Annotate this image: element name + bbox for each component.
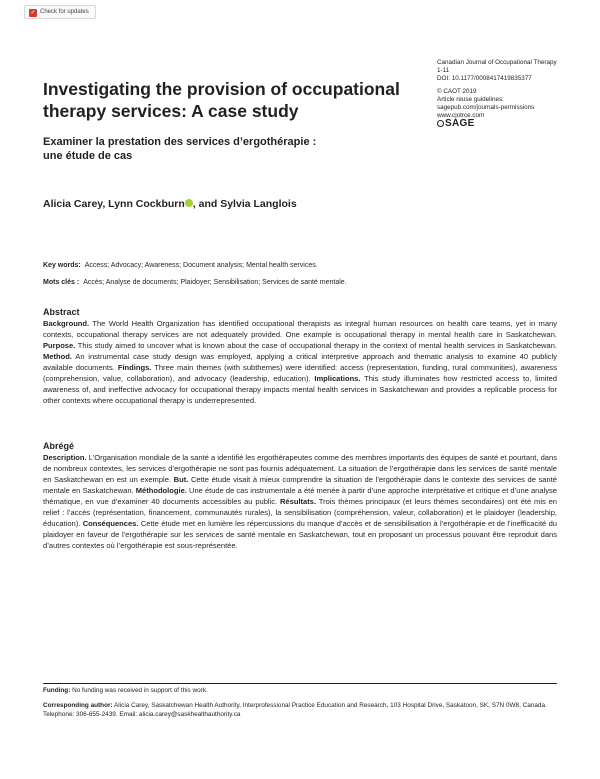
authors-part-2: , and Sylvia Langlois [192, 198, 297, 210]
sage-ring-icon [437, 120, 444, 127]
but-text: Cette étude visait à mieux comprendre la situation de l’ergothérapie dans le contexte des services de santé mentale en Saskatchewan. [43, 475, 557, 495]
authors-part-1: Alicia Carey, Lynn Cockburn [43, 198, 185, 210]
keywords-label: Key words: [43, 262, 81, 269]
background-label: Background. [43, 319, 90, 328]
keywords-text: Access; Advocacy; Awareness; Document analysis; Mental health services. [84, 262, 318, 269]
abrege-body [43, 452, 557, 551]
abstract-body [43, 318, 557, 406]
copyright: © CAOT 2019 [437, 87, 477, 95]
consequences-label: Conséquences. [82, 519, 139, 528]
funding-text: No funding was received in support of this work. [72, 687, 208, 694]
funding-label: Funding: [43, 687, 71, 694]
resultats-label: Résultats. [279, 497, 317, 506]
check-updates-icon: ✓ [30, 10, 36, 16]
title-line-1: Investigating the provision of occupational [43, 79, 400, 99]
description-text: L’Organisation mondiale de la santé a identifié les ergothérapeutes comme des membres importants des équipes de santé et pourtant, dans de nombreux contextes, les services d’ergothérapie ne sont pas fournis adéquatement. La situation de l’ergothérapie dans les services de santé mentale en Saskatchewan en est un exemple. [43, 453, 557, 484]
footer-divider [43, 683, 557, 684]
but-label: But. [173, 475, 189, 484]
keywords [43, 262, 563, 269]
findings-text: Three main themes (with subthemes) were identified: access (representation, funding, rural communities), awareness (comprehension, value, collaboration), and advocacy (leadership, education). [43, 363, 557, 383]
resultats-text: Trois thèmes principaux (et leurs thèmes secondaires) ont été mis en relief : l’accès (représentation, financement, communautés rurales), la sensibilisation (compréhension, valeur, collaboration) et le plaidoyer (leadership, éducation). [43, 497, 557, 528]
purpose-label: Purpose. [43, 341, 76, 350]
consequences-text: Cette étude met en lumière les répercussions du manque d’accès et de sensibilisation à l’ergothérapie et de l’inefficacité du plaidoyer en faveur de l’ergothérapie sur les services de santé mentale en Saskatchewan, tout en proposant un processus pouvant être reproduit dans d’autres contextes où l’ergothérapie est sous-représentée. [43, 519, 557, 550]
purpose-text: This study aimed to uncover what is known about the case of occupational therapy in the context of mental health services in Saskatchewan. [77, 341, 557, 350]
corresponding-author [43, 701, 557, 719]
description-label: Description. [43, 453, 87, 462]
journal-doi[interactable]: DOI: 10.1177/0008417419835377 [437, 75, 532, 83]
mots-cles [43, 279, 563, 286]
title-line-2: therapy services: A case study [43, 101, 299, 121]
journal-website-link[interactable]: www.cjotrce.com [437, 112, 485, 120]
journal-name: Canadian Journal of Occupational Therapy [437, 59, 557, 66]
check-for-updates-badge[interactable] [24, 5, 96, 19]
background-text: The World Health Organization has identified occupational therapists as integral human resources on health care teams, yet in many contexts, occupational therapy services are not adequately provided. One example is occupational therapy in mental health care in Saskatchewan. [43, 319, 557, 339]
method-text: An instrumental case study design was employed, applying a critical interpretive approach and thematic analysis to examine 40 publicly available documents. [43, 352, 557, 372]
implications-label: Implications. [314, 374, 361, 383]
mots-cles-text: Accès; Analyse de documents; Plaidoyer; Sensibilisation; Services de santé mentale. [83, 279, 347, 286]
funding-note [43, 686, 557, 695]
implications-text: This study illuminates how restricted access to, limited awareness of, and ineffective advocacy for occupational therapy impacts mental health services in Saskatchewan and provides a replicable process for other contexts where occupational therapy is underrepresented. [43, 374, 557, 405]
orcid-icon[interactable] [185, 199, 193, 207]
methodologie-text: Une étude de cas instrumentale a été menée à partir d’une approche interprétative et critique et d’une analyse thématique, en vue d’examiner 40 documents accessibles au public. [43, 486, 557, 506]
article-title [43, 78, 423, 122]
sage-logo [437, 120, 587, 128]
author-list [43, 198, 443, 210]
reuse-guidelines: Article reuse guidelines: [437, 95, 504, 103]
publisher-name: SAGE [445, 118, 475, 130]
abstract-heading: Abstract [43, 307, 80, 317]
check-updates-label: Check for updates [40, 9, 89, 15]
french-title [43, 135, 423, 163]
french-title-line-1: Examiner la prestation des services d’ergothérapie : [43, 136, 317, 148]
french-title-line-2: une étude de cas [43, 150, 133, 162]
journal-info [437, 59, 587, 129]
permissions-link[interactable]: sagepub.com/journals-permissions [437, 104, 535, 112]
corresponding-author-text: Alicia Carey, Saskatchewan Health Authority, Interprofessional Practice Education and Research, 103 Hospital Drive, Saskatoon, SK, S7N 0W8, Canada. Telephone: 306-655-2439. Email: alicia.carey@saskhealthauthority.ca [43, 702, 547, 718]
mots-cles-label: Mots clés : [43, 279, 80, 286]
abrege-heading: Abrégé [43, 441, 75, 451]
method-label: Method. [43, 352, 72, 361]
methodologie-label: Méthodologie. [135, 486, 187, 495]
journal-pages: 1-11 [437, 67, 450, 75]
findings-label: Findings. [117, 363, 152, 372]
corresponding-author-label: Corresponding author: [43, 702, 113, 709]
